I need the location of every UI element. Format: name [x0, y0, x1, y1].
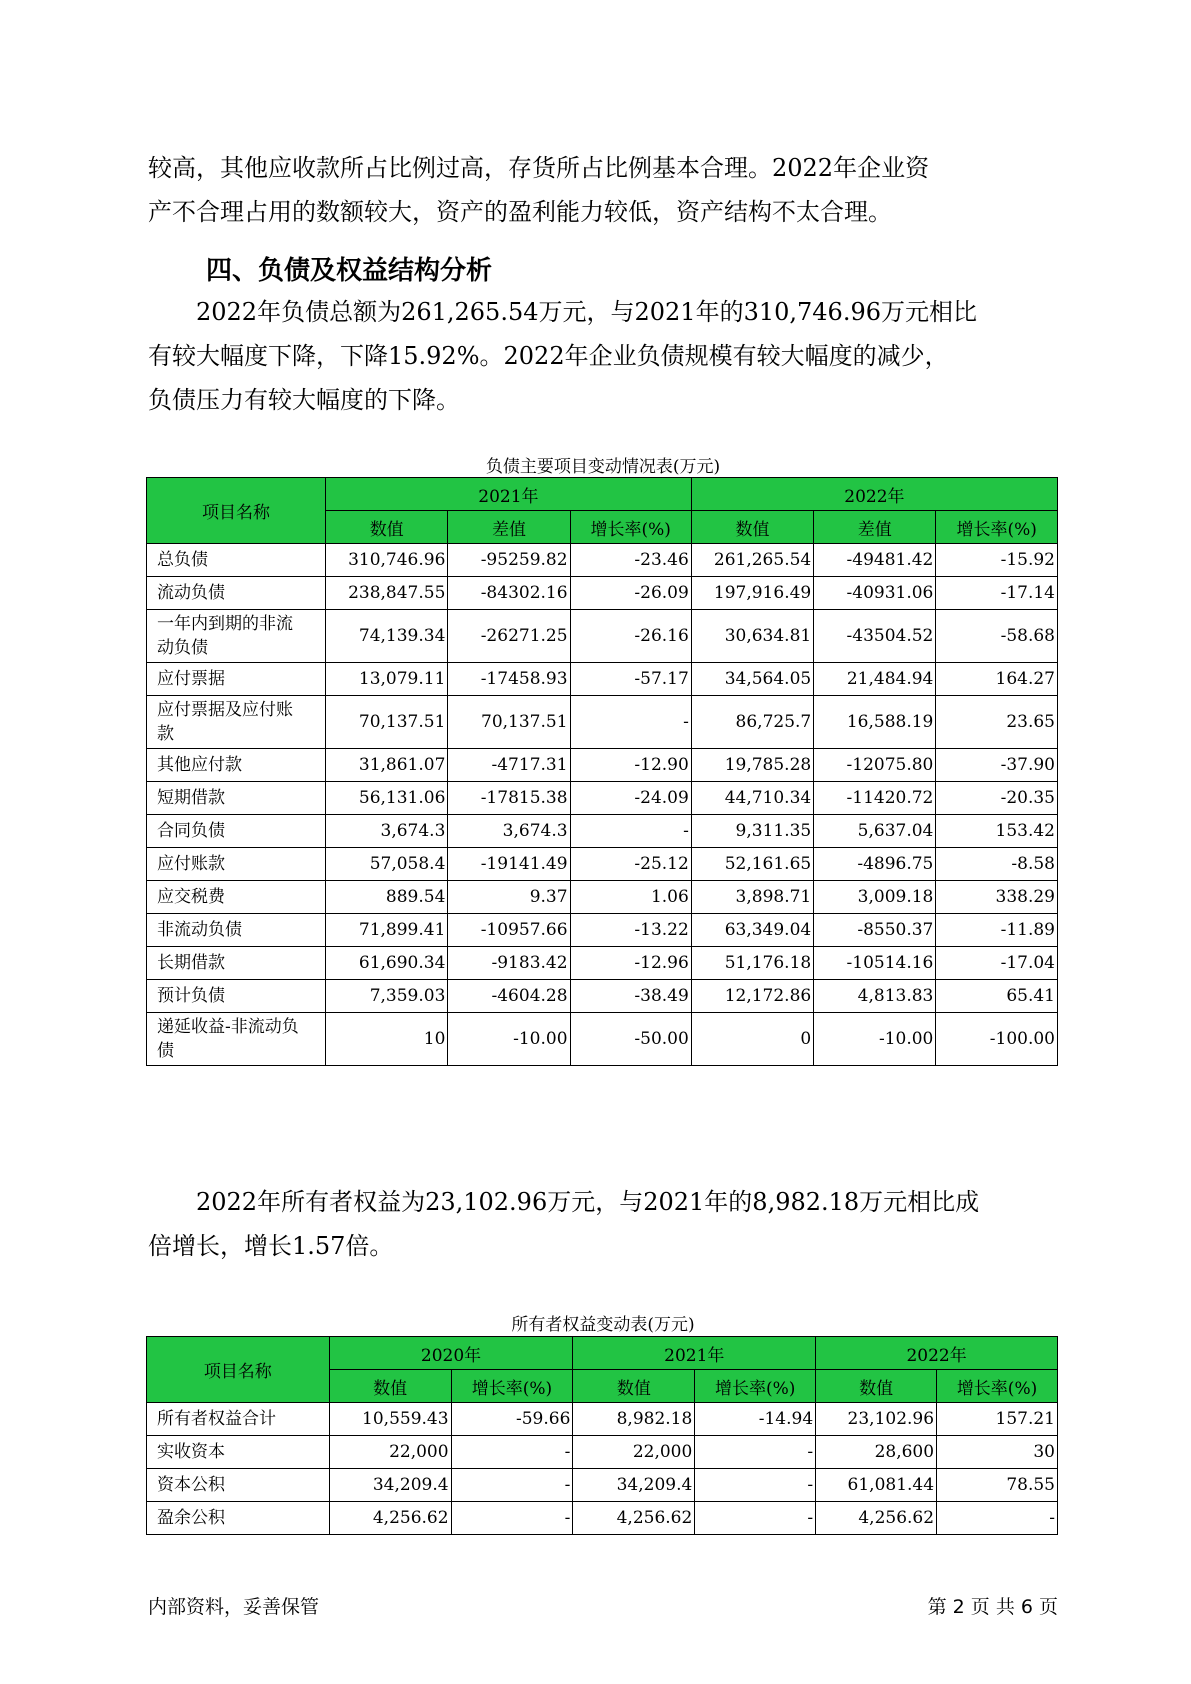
cell-rate: 164.27 [936, 663, 1058, 696]
cell-rate: 30 [937, 1436, 1058, 1469]
cell-value: 0 [691, 1013, 813, 1066]
cell-rate: -15.92 [936, 544, 1058, 577]
cell-value: 22,000 [329, 1436, 451, 1469]
row-name: 应付账款 [147, 848, 326, 881]
cell-rate: -20.35 [936, 782, 1058, 815]
cell-value: 889.54 [325, 881, 447, 914]
cell-value: 7,359.03 [325, 980, 447, 1013]
paragraph-liability-summary [148, 290, 1058, 422]
cell-diff: -10.00 [814, 1013, 936, 1066]
cell-diff: -10957.66 [448, 914, 570, 947]
cell-rate: - [695, 1469, 816, 1502]
text-line: 2022年所有者权益为23,102.96万元，与2021年的8,982.18万元相比成 [196, 1188, 980, 1216]
cell-rate: -23.46 [570, 544, 691, 577]
text-line: 较高，其他应收款所占比例过高，存货所占比例基本合理。2022年企业资 [148, 154, 930, 182]
cell-value: 34,564.05 [691, 663, 813, 696]
cell-rate: -100.00 [936, 1013, 1058, 1066]
cell-value: 34,209.4 [573, 1469, 695, 1502]
footer-confidential-note: 内部资料，妥善保管 [148, 1596, 320, 1618]
cell-value: 61,690.34 [325, 947, 447, 980]
cell-diff: -4896.75 [814, 848, 936, 881]
cell-value: 4,256.62 [573, 1502, 695, 1535]
cell-rate: - [570, 696, 691, 749]
table-row [147, 749, 1058, 782]
cell-value: 13,079.11 [325, 663, 447, 696]
col-header-diff: 差值 [814, 511, 936, 544]
cell-value: 23,102.96 [816, 1403, 937, 1436]
table-row [147, 980, 1058, 1013]
cell-value: 3,898.71 [691, 881, 813, 914]
cell-rate: -12.96 [570, 947, 691, 980]
row-name: 合同负债 [147, 815, 326, 848]
col-header-name: 项目名称 [147, 478, 326, 544]
cell-rate: -37.90 [936, 749, 1058, 782]
cell-rate: -17.14 [936, 577, 1058, 610]
table-row [147, 1013, 1058, 1066]
cell-diff: 9.37 [448, 881, 570, 914]
cell-value: 71,899.41 [325, 914, 447, 947]
col-header-rate: 增长率(%) [695, 1370, 816, 1403]
row-name: 一年内到期的非流 动负债 [147, 610, 326, 663]
col-header-year: 2022年 [691, 478, 1057, 511]
table-row [147, 696, 1058, 749]
cell-diff: 4,813.83 [814, 980, 936, 1013]
row-name: 应交税费 [147, 881, 326, 914]
row-name: 非流动负债 [147, 914, 326, 947]
cell-value: 61,081.44 [816, 1469, 937, 1502]
cell-value: 12,172.86 [691, 980, 813, 1013]
row-name: 盈余公积 [147, 1502, 330, 1535]
cell-value: 56,131.06 [325, 782, 447, 815]
row-name: 应付票据及应付账 款 [147, 696, 326, 749]
cell-rate: - [451, 1469, 573, 1502]
cell-diff: 70,137.51 [448, 696, 570, 749]
col-header-value: 数值 [816, 1370, 937, 1403]
cell-value: 52,161.65 [691, 848, 813, 881]
cell-rate: -59.66 [451, 1403, 573, 1436]
cell-diff: 16,588.19 [814, 696, 936, 749]
cell-rate: - [451, 1436, 573, 1469]
text-line: 倍增长，增长1.57倍。 [148, 1232, 394, 1260]
col-header-value: 数值 [573, 1370, 695, 1403]
cell-diff: -49481.42 [814, 544, 936, 577]
row-name: 预计负债 [147, 980, 326, 1013]
cell-diff: -10514.16 [814, 947, 936, 980]
table-row [147, 848, 1058, 881]
cell-diff: 3,009.18 [814, 881, 936, 914]
cell-rate: -38.49 [570, 980, 691, 1013]
cell-diff: -84302.16 [448, 577, 570, 610]
paragraph-equity-summary [148, 1180, 1058, 1268]
table-row [147, 947, 1058, 980]
cell-value: 261,265.54 [691, 544, 813, 577]
row-name: 长期借款 [147, 947, 326, 980]
cell-value: 74,139.34 [325, 610, 447, 663]
cell-value: 63,349.04 [691, 914, 813, 947]
cell-diff: -40931.06 [814, 577, 936, 610]
col-header-year: 2022年 [816, 1337, 1058, 1370]
cell-rate: -58.68 [936, 610, 1058, 663]
table-row [147, 663, 1058, 696]
cell-diff: 21,484.94 [814, 663, 936, 696]
cell-value: 310,746.96 [325, 544, 447, 577]
page-number: 第 2 页 共 6 页 [927, 1596, 1058, 1618]
cell-rate: -12.90 [570, 749, 691, 782]
equity-table-caption: 所有者权益变动表(万元) [511, 1315, 695, 1335]
table-row [147, 1436, 1058, 1469]
cell-rate: -11.89 [936, 914, 1058, 947]
cell-diff: -8550.37 [814, 914, 936, 947]
col-header-year: 2021年 [573, 1337, 816, 1370]
cell-rate: 338.29 [936, 881, 1058, 914]
cell-diff: -4717.31 [448, 749, 570, 782]
cell-rate: -13.22 [570, 914, 691, 947]
cell-value: 19,785.28 [691, 749, 813, 782]
col-header-value: 数值 [329, 1370, 451, 1403]
cell-rate: -14.94 [695, 1403, 816, 1436]
cell-diff: -11420.72 [814, 782, 936, 815]
table-row [147, 815, 1058, 848]
liability-table-caption: 负债主要项目变动情况表(万元) [485, 457, 721, 477]
col-header-value: 数值 [325, 511, 447, 544]
cell-diff: 5,637.04 [814, 815, 936, 848]
cell-diff: 3,674.3 [448, 815, 570, 848]
table-row [147, 782, 1058, 815]
cell-value: 197,916.49 [691, 577, 813, 610]
table-row [147, 544, 1058, 577]
cell-value: 30,634.81 [691, 610, 813, 663]
cell-rate: -50.00 [570, 1013, 691, 1066]
cell-value: 70,137.51 [325, 696, 447, 749]
cell-value: 3,674.3 [325, 815, 447, 848]
cell-value: 57,058.4 [325, 848, 447, 881]
col-header-rate: 增长率(%) [451, 1370, 573, 1403]
row-name: 资本公积 [147, 1469, 330, 1502]
row-name: 短期借款 [147, 782, 326, 815]
table-row [147, 914, 1058, 947]
row-name: 所有者权益合计 [147, 1403, 330, 1436]
cell-value: 44,710.34 [691, 782, 813, 815]
row-name: 递延收益-非流动负 债 [147, 1013, 326, 1066]
cell-rate: -25.12 [570, 848, 691, 881]
cell-value: 28,600 [816, 1436, 937, 1469]
table-row [147, 1403, 1058, 1436]
cell-diff: -43504.52 [814, 610, 936, 663]
cell-rate: 65.41 [936, 980, 1058, 1013]
cell-value: 34,209.4 [329, 1469, 451, 1502]
col-header-value: 数值 [691, 511, 813, 544]
cell-value: 4,256.62 [816, 1502, 937, 1535]
cell-rate: -8.58 [936, 848, 1058, 881]
section-heading: 四、负债及权益结构分析 [206, 256, 493, 286]
cell-value: 31,861.07 [325, 749, 447, 782]
cell-diff: -17458.93 [448, 663, 570, 696]
cell-diff: -4604.28 [448, 980, 570, 1013]
cell-rate: -24.09 [570, 782, 691, 815]
row-name: 其他应付款 [147, 749, 326, 782]
liability-table [146, 477, 1058, 1066]
cell-value: 10 [325, 1013, 447, 1066]
text-line: 2022年负债总额为261,265.54万元，与2021年的310,746.96万元相比 [196, 298, 977, 326]
cell-rate: 157.21 [937, 1403, 1058, 1436]
table-row [147, 577, 1058, 610]
equity-table [146, 1336, 1058, 1535]
cell-diff: -9183.42 [448, 947, 570, 980]
row-name: 总负债 [147, 544, 326, 577]
col-header-year: 2020年 [329, 1337, 573, 1370]
cell-value: 4,256.62 [329, 1502, 451, 1535]
cell-rate: -57.17 [570, 663, 691, 696]
col-header-name: 项目名称 [147, 1337, 330, 1403]
cell-value: 238,847.55 [325, 577, 447, 610]
col-header-rate: 增长率(%) [570, 511, 691, 544]
cell-rate: 78.55 [937, 1469, 1058, 1502]
table-row [147, 1469, 1058, 1502]
cell-rate: - [695, 1502, 816, 1535]
cell-rate: -26.16 [570, 610, 691, 663]
cell-rate: 23.65 [936, 696, 1058, 749]
cell-rate: -26.09 [570, 577, 691, 610]
cell-diff: -12075.80 [814, 749, 936, 782]
text-line: 产不合理占用的数额较大，资产的盈利能力较低，资产结构不太合理。 [148, 198, 892, 226]
col-header-diff: 差值 [448, 511, 570, 544]
row-name: 实收资本 [147, 1436, 330, 1469]
cell-rate: - [937, 1502, 1058, 1535]
paragraph-asset-structure [148, 146, 1058, 234]
cell-rate: - [695, 1436, 816, 1469]
cell-diff: -10.00 [448, 1013, 570, 1066]
cell-value: 22,000 [573, 1436, 695, 1469]
cell-rate: 153.42 [936, 815, 1058, 848]
cell-diff: -17815.38 [448, 782, 570, 815]
cell-value: 51,176.18 [691, 947, 813, 980]
cell-rate: -17.04 [936, 947, 1058, 980]
cell-diff: -95259.82 [448, 544, 570, 577]
cell-value: 10,559.43 [329, 1403, 451, 1436]
row-name: 流动负债 [147, 577, 326, 610]
cell-rate: 1.06 [570, 881, 691, 914]
text-line: 负债压力有较大幅度的下降。 [148, 386, 460, 414]
cell-value: 86,725.7 [691, 696, 813, 749]
cell-diff: -19141.49 [448, 848, 570, 881]
col-header-rate: 增长率(%) [936, 511, 1058, 544]
cell-rate: - [570, 815, 691, 848]
table-row [147, 610, 1058, 663]
cell-value: 9,311.35 [691, 815, 813, 848]
table-row [147, 881, 1058, 914]
cell-diff: -26271.25 [448, 610, 570, 663]
col-header-year: 2021年 [325, 478, 691, 511]
text-line: 有较大幅度下降，下降15.92%。2022年企业负债规模有较大幅度的减少， [148, 342, 949, 370]
row-name: 应付票据 [147, 663, 326, 696]
col-header-rate: 增长率(%) [937, 1370, 1058, 1403]
cell-value: 8,982.18 [573, 1403, 695, 1436]
cell-rate: - [451, 1502, 573, 1535]
table-row [147, 1502, 1058, 1535]
